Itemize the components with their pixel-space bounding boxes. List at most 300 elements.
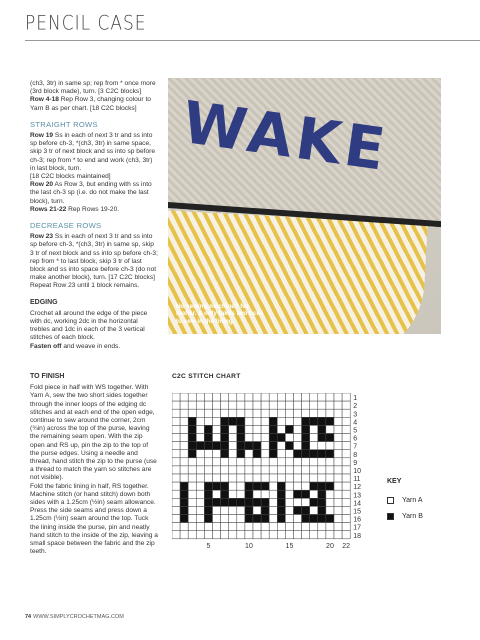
chart-cell-yarn-a	[285, 393, 293, 401]
chart-cell-yarn-a	[261, 409, 269, 417]
chart-cell-yarn-a	[245, 531, 253, 539]
chart-cell-yarn-a	[294, 466, 302, 474]
chart-cell-yarn-a	[213, 434, 221, 442]
chart-cell-yarn-a	[245, 417, 253, 425]
chart-cell-yarn-a	[229, 490, 237, 498]
chart-cell-yarn-b	[294, 506, 302, 514]
chart-cell-yarn-a	[285, 498, 293, 506]
chart-cell-yarn-a	[269, 531, 277, 539]
chart-cell-yarn-a	[326, 498, 334, 506]
chart-cell-yarn-a	[229, 466, 237, 474]
chart-cell-yarn-a	[310, 401, 318, 409]
chart-cell-yarn-a	[172, 450, 180, 458]
chart-cell-yarn-b	[277, 434, 285, 442]
column-label: 15	[285, 542, 294, 550]
row-label: 12	[353, 484, 361, 492]
fasten-off: Fasten off and weave in ends.	[30, 342, 121, 350]
chart-cell-yarn-a	[180, 458, 188, 466]
column-label: 5	[206, 542, 211, 550]
row-label: 11	[353, 476, 361, 484]
chart-cell-yarn-a	[180, 442, 188, 450]
chart-cell-yarn-b	[204, 515, 212, 523]
chart-cell-yarn-a	[277, 425, 285, 433]
row-label: 16	[353, 516, 361, 524]
chart-cell-yarn-b	[253, 515, 261, 523]
chart-cell-yarn-a	[285, 523, 293, 531]
chart-cell-yarn-a	[334, 442, 342, 450]
row-4-18: Row 4-18 Rep Row 3, changing colour to Yarn B as per chart. [18 C2C blocks]	[30, 96, 151, 112]
page-header	[0, 0, 480, 50]
chart-cell-yarn-a	[285, 401, 293, 409]
row-label: 14	[353, 500, 361, 508]
chart-cell-yarn-a	[294, 393, 302, 401]
chart-cell-yarn-a	[245, 434, 253, 442]
chart-cell-yarn-a	[253, 409, 261, 417]
row-label: 3	[353, 411, 358, 419]
chart-cell-yarn-b	[326, 515, 334, 523]
chart-cell-yarn-a	[294, 442, 302, 450]
chart-cell-yarn-a	[245, 523, 253, 531]
chart-cell-yarn-a	[294, 482, 302, 490]
chart-cell-yarn-a	[277, 466, 285, 474]
finish-text: Fold piece in half with WS together. With Yarn A, sew the two short sides together through the inner loops of the edging dc stitches and at each end of the open edge, continue to sew around the corner, 2cm (¾in) across the top of the purse, leaving the remaining seam open. With the zip open and RS up, pin the zip to the top of the purse edges. Using a needle and thread, hand stitch the zip to the purse (use a thread to match the yarn so stitches are not visible).	[30, 384, 157, 482]
chart-cell-yarn-a	[334, 482, 342, 490]
chart-cell-yarn-a	[229, 450, 237, 458]
chart-cell-yarn-b	[285, 442, 293, 450]
chart-cell-yarn-a	[245, 450, 253, 458]
chart-cell-yarn-a	[172, 490, 180, 498]
chart-cell-yarn-a	[253, 506, 261, 514]
chart-cell-yarn-a	[221, 515, 229, 523]
chart-cell-yarn-a	[253, 490, 261, 498]
chart-cell-yarn-a	[261, 434, 269, 442]
chart-cell-yarn-a	[310, 434, 318, 442]
chart-cell-yarn-a	[326, 393, 334, 401]
chart-cell-yarn-a	[310, 490, 318, 498]
chart-cell-yarn-a	[302, 482, 310, 490]
chart-cell-yarn-a	[237, 474, 245, 482]
chart-cell-yarn-a	[334, 523, 342, 531]
chart-cell-yarn-b	[221, 417, 229, 425]
row-label: 18	[353, 532, 361, 540]
chart-cell-yarn-a	[180, 417, 188, 425]
chart-cell-yarn-a	[302, 466, 310, 474]
chart-cell-yarn-b	[261, 482, 269, 490]
chart-cell-yarn-a	[269, 458, 277, 466]
chart-cell-yarn-b	[237, 442, 245, 450]
chart-cell-yarn-a	[237, 506, 245, 514]
chart-cell-yarn-a	[326, 506, 334, 514]
chart-cell-yarn-a	[172, 409, 180, 417]
chart-cell-yarn-a	[172, 425, 180, 433]
yarn-a-swatch	[387, 497, 394, 504]
chart-cell-yarn-a	[277, 531, 285, 539]
chart-cell-yarn-b	[269, 425, 277, 433]
chart-cell-yarn-a	[180, 531, 188, 539]
chart-cell-yarn-b	[204, 442, 212, 450]
chart-cell-yarn-a	[229, 458, 237, 466]
chart-cell-yarn-a	[294, 531, 302, 539]
chart-cell-yarn-a	[196, 515, 204, 523]
chart-cell-yarn-a	[302, 498, 310, 506]
chart-cell-yarn-a	[196, 393, 204, 401]
row-label: 8	[353, 451, 358, 459]
chart-cell-yarn-a	[253, 474, 261, 482]
chart-cell-yarn-b	[245, 482, 253, 490]
chart-cell-yarn-a	[237, 490, 245, 498]
chart-cell-yarn-b	[302, 442, 310, 450]
chart-cell-yarn-a	[204, 523, 212, 531]
chart-cell-yarn-b	[269, 450, 277, 458]
chart-cell-yarn-a	[196, 474, 204, 482]
instructions-column-lower	[30, 373, 158, 556]
chart-cell-yarn-a	[285, 474, 293, 482]
chart-cell-yarn-a	[326, 466, 334, 474]
instructions-column-upper	[30, 80, 158, 351]
chart-cell-yarn-a	[213, 458, 221, 466]
chart-cell-yarn-a	[277, 442, 285, 450]
chart-cell-yarn-a	[269, 409, 277, 417]
chart-cell-yarn-a	[196, 401, 204, 409]
chart-cell-yarn-b	[310, 515, 318, 523]
chart-cell-yarn-a	[261, 466, 269, 474]
chart-cell-yarn-a	[269, 490, 277, 498]
chart-cell-yarn-b	[245, 515, 253, 523]
chart-cell-yarn-b	[261, 506, 269, 514]
chart-cell-yarn-b	[204, 434, 212, 442]
chart-cell-yarn-a	[188, 531, 196, 539]
chart-cell-yarn-a	[294, 474, 302, 482]
chart-cell-yarn-b	[180, 498, 188, 506]
chart-cell-yarn-a	[294, 515, 302, 523]
chart-cell-yarn-a	[253, 401, 261, 409]
row-label: 13	[353, 492, 361, 500]
chart-cell-yarn-a	[172, 434, 180, 442]
chart-cell-yarn-b	[269, 434, 277, 442]
chart-cell-yarn-a	[261, 490, 269, 498]
chart-cell-yarn-b	[188, 434, 196, 442]
key-item-yarn-b	[387, 513, 423, 520]
chart-cell-yarn-b	[245, 442, 253, 450]
chart-cell-yarn-a	[334, 498, 342, 506]
chart-title: C2C STITCH CHART	[172, 373, 241, 380]
chart-cell-yarn-a	[285, 458, 293, 466]
chart-cell-yarn-b	[310, 450, 318, 458]
chart-cell-yarn-a	[221, 506, 229, 514]
chart-cell-yarn-a	[172, 401, 180, 409]
chart-cell-yarn-a	[294, 434, 302, 442]
chart-cell-yarn-b	[204, 506, 212, 514]
chart-cell-yarn-a	[213, 450, 221, 458]
column-label: 22	[342, 542, 351, 550]
chart-cell-yarn-a	[188, 498, 196, 506]
chart-cell-yarn-a	[310, 523, 318, 531]
chart-cell-yarn-a	[342, 401, 350, 409]
chart-cell-yarn-a	[310, 425, 318, 433]
chart-cell-yarn-b	[188, 450, 196, 458]
column-label: 20	[326, 542, 334, 550]
chart-cell-yarn-a	[285, 417, 293, 425]
chart-cell-yarn-a	[342, 498, 350, 506]
chart-cell-yarn-a	[269, 515, 277, 523]
chart-cell-yarn-a	[172, 498, 180, 506]
chart-cell-yarn-a	[196, 434, 204, 442]
chart-cell-yarn-b	[221, 425, 229, 433]
chart-cell-yarn-a	[253, 393, 261, 401]
chart-cell-yarn-a	[204, 417, 212, 425]
chart-cell-yarn-a	[188, 490, 196, 498]
chart-cell-yarn-a	[253, 523, 261, 531]
chart-cell-yarn-a	[172, 515, 180, 523]
chart-cell-yarn-a	[204, 458, 212, 466]
chart-cell-yarn-a	[172, 417, 180, 425]
row-label: 10	[353, 468, 361, 475]
chart-cell-yarn-a	[261, 531, 269, 539]
header-rule	[25, 40, 480, 41]
row-label: 2	[353, 403, 358, 411]
chart-cell-yarn-b	[196, 442, 204, 450]
chart-cell-yarn-a	[285, 482, 293, 490]
chart-cell-yarn-a	[326, 442, 334, 450]
chart-cell-yarn-b	[302, 490, 310, 498]
chart-cell-yarn-a	[269, 401, 277, 409]
chart-cell-yarn-a	[196, 498, 204, 506]
chart-cell-yarn-a	[302, 474, 310, 482]
chart-cell-yarn-a	[294, 523, 302, 531]
chart-cell-yarn-b	[302, 506, 310, 514]
chart-cell-yarn-a	[261, 474, 269, 482]
chart-cell-yarn-a	[180, 450, 188, 458]
chart-cell-yarn-a	[221, 401, 229, 409]
yarn-b-swatch	[387, 513, 394, 520]
chart-cell-yarn-a	[196, 417, 204, 425]
chart-cell-yarn-a	[229, 393, 237, 401]
chart-cell-yarn-a	[237, 458, 245, 466]
chart-cell-yarn-a	[229, 531, 237, 539]
chart-cell-yarn-b	[213, 442, 221, 450]
website-url: WWW.SIMPLYCROCHETMAG.COM	[33, 614, 124, 620]
chart-cell-yarn-a	[334, 409, 342, 417]
chart-cell-yarn-a	[302, 401, 310, 409]
chart-cell-yarn-a	[318, 409, 326, 417]
chart-cell-yarn-a	[310, 442, 318, 450]
chart-cell-yarn-a	[342, 474, 350, 482]
chart-cell-yarn-b	[294, 450, 302, 458]
chart-cell-yarn-a	[245, 401, 253, 409]
chart-cell-yarn-b	[237, 450, 245, 458]
chart-cell-yarn-a	[326, 531, 334, 539]
chart-cell-yarn-a	[285, 515, 293, 523]
crochet-letters: WAKE	[178, 88, 393, 185]
chart-cell-yarn-b	[318, 498, 326, 506]
row-label: 9	[353, 459, 358, 467]
chart-cell-yarn-b	[277, 490, 285, 498]
chart-cell-yarn-b	[302, 425, 310, 433]
yarn-a-label: Yarn A	[402, 497, 423, 504]
chart-cell-yarn-b	[221, 434, 229, 442]
chart-cell-yarn-a	[229, 425, 237, 433]
chart-cell-yarn-b	[277, 506, 285, 514]
chart-cell-yarn-b	[180, 482, 188, 490]
chart-cell-yarn-a	[318, 523, 326, 531]
chart-cell-yarn-a	[342, 434, 350, 442]
chart-cell-yarn-a	[334, 425, 342, 433]
chart-cell-yarn-a	[213, 506, 221, 514]
row-23: Row 23 Ss in each of next 3 tr and ss into sp before ch-3, *(ch3, 3tr) in same sp, skip 3 tr of next block and ss into sp before ch-3; rep from * to last block, skip 3 tr of last block and ss into space before ch-3 (do not make another block), turn. [17 C2C blocks] Repeat Row 23 until 1 block remains.	[30, 233, 158, 290]
chart-cell-yarn-a	[261, 425, 269, 433]
chart-cell-yarn-a	[261, 442, 269, 450]
chart-cell-yarn-a	[196, 482, 204, 490]
chart-cell-yarn-a	[237, 409, 245, 417]
row-label: 4	[353, 419, 358, 427]
chart-cell-yarn-a	[213, 474, 221, 482]
chart-cell-yarn-a	[269, 498, 277, 506]
chart-cell-yarn-a	[204, 401, 212, 409]
chart-cell-yarn-a	[334, 531, 342, 539]
chart-cell-yarn-a	[310, 531, 318, 539]
row-label: 7	[353, 443, 358, 451]
chart-cell-yarn-a	[285, 490, 293, 498]
chart-cell-yarn-a	[213, 409, 221, 417]
chart-cell-yarn-b	[180, 490, 188, 498]
chart-cell-yarn-b	[245, 490, 253, 498]
chart-cell-yarn-a	[237, 482, 245, 490]
chart-cell-yarn-a	[229, 515, 237, 523]
chart-cell-yarn-a	[310, 466, 318, 474]
chart-cell-yarn-a	[269, 466, 277, 474]
chart-cell-yarn-a	[237, 466, 245, 474]
chart-cell-yarn-a	[261, 401, 269, 409]
chart-cell-yarn-a	[188, 458, 196, 466]
chart-cell-yarn-b	[277, 515, 285, 523]
chart-cell-yarn-b	[221, 498, 229, 506]
chart-cell-yarn-a	[269, 506, 277, 514]
chart-cell-yarn-a	[245, 466, 253, 474]
chart-cell-yarn-b	[237, 425, 245, 433]
chart-cell-yarn-b	[213, 498, 221, 506]
chart-cell-yarn-b	[245, 506, 253, 514]
chart-cell-yarn-b	[204, 482, 212, 490]
row-label: 15	[353, 508, 361, 516]
chart-cell-yarn-a	[318, 458, 326, 466]
chart-cell-yarn-a	[342, 523, 350, 531]
chart-cell-yarn-a	[180, 409, 188, 417]
chart-cell-yarn-b	[318, 417, 326, 425]
chart-cell-yarn-a	[342, 409, 350, 417]
page-number: 74	[25, 614, 32, 620]
row-label: 1	[353, 395, 358, 403]
chart-cell-yarn-a	[277, 409, 285, 417]
chart-cell-yarn-a	[237, 515, 245, 523]
chart-cell-yarn-a	[342, 450, 350, 458]
chart-cell-yarn-a	[172, 474, 180, 482]
chart-cell-yarn-b	[302, 417, 310, 425]
key-title: KEY	[387, 478, 402, 485]
chart-cell-yarn-a	[285, 466, 293, 474]
chart-cell-yarn-b	[277, 498, 285, 506]
chart-cell-yarn-a	[196, 409, 204, 417]
chart-cell-yarn-a	[188, 506, 196, 514]
chart-cell-yarn-a	[342, 466, 350, 474]
chart-cell-yarn-a	[180, 434, 188, 442]
chart-cell-yarn-a	[285, 506, 293, 514]
chart-cell-yarn-a	[180, 393, 188, 401]
chart-cell-yarn-a	[294, 417, 302, 425]
chart-cell-yarn-a	[310, 409, 318, 417]
chart-cell-yarn-a	[172, 523, 180, 531]
chart-cell-yarn-a	[342, 531, 350, 539]
chart-cell-yarn-a	[285, 434, 293, 442]
chart-cell-yarn-a	[221, 458, 229, 466]
chart-cell-yarn-a	[221, 409, 229, 417]
chart-cell-yarn-a	[213, 490, 221, 498]
chart-cell-yarn-a	[294, 409, 302, 417]
chart-cell-yarn-a	[310, 393, 318, 401]
chart-cell-yarn-a	[261, 523, 269, 531]
chart-cell-yarn-a	[213, 523, 221, 531]
chart-cell-yarn-a	[229, 482, 237, 490]
chart-cell-yarn-a	[237, 523, 245, 531]
chart-cell-yarn-a	[172, 458, 180, 466]
chart-cell-yarn-a	[172, 482, 180, 490]
chart-cell-yarn-a	[342, 490, 350, 498]
chart-cell-yarn-a	[213, 466, 221, 474]
chart-cell-yarn-b	[245, 498, 253, 506]
chart-cell-yarn-a	[342, 425, 350, 433]
chart-cell-yarn-a	[188, 466, 196, 474]
page-section-title: PENCIL CASE	[25, 12, 147, 35]
chart-cell-yarn-b	[204, 425, 212, 433]
chart-cell-yarn-b	[180, 515, 188, 523]
chart-cell-yarn-a	[334, 506, 342, 514]
chart-cell-yarn-a	[188, 515, 196, 523]
chart-cell-yarn-a	[334, 450, 342, 458]
chart-cell-yarn-a	[318, 442, 326, 450]
chart-cell-yarn-b	[237, 498, 245, 506]
chart-cell-yarn-b	[302, 450, 310, 458]
chart-cell-yarn-a	[342, 458, 350, 466]
chart-cell-yarn-a	[342, 442, 350, 450]
chart-cell-yarn-a	[294, 425, 302, 433]
chart-cell-yarn-a	[253, 466, 261, 474]
chart-cell-yarn-a	[334, 490, 342, 498]
chart-cell-yarn-b	[269, 442, 277, 450]
chart-cell-yarn-b	[318, 482, 326, 490]
chart-cell-yarn-a	[196, 523, 204, 531]
chart-cell-yarn-a	[221, 523, 229, 531]
row-20: Row 20 As Row 3, but ending with ss into the last ch-3 sp (i.e. do not make the last block), turn.	[30, 181, 152, 205]
chart-cell-yarn-a	[253, 434, 261, 442]
chart-cell-yarn-a	[277, 474, 285, 482]
chart-cell-yarn-a	[302, 393, 310, 401]
chart-cell-yarn-b	[221, 442, 229, 450]
chart-cell-yarn-a	[334, 401, 342, 409]
chart-cell-yarn-a	[188, 523, 196, 531]
chart-cell-yarn-b	[326, 450, 334, 458]
chart-cell-yarn-b	[261, 498, 269, 506]
chart-cell-yarn-a	[245, 458, 253, 466]
chart-cell-yarn-a	[188, 474, 196, 482]
chart-cell-yarn-a	[310, 474, 318, 482]
chart-cell-yarn-b	[204, 490, 212, 498]
chart-cell-yarn-b	[269, 417, 277, 425]
chart-cell-yarn-a	[221, 393, 229, 401]
chart-cell-yarn-b	[221, 490, 229, 498]
chart-cell-yarn-a	[277, 450, 285, 458]
chart-cell-yarn-a	[318, 393, 326, 401]
chart-cell-yarn-b	[310, 417, 318, 425]
chart-cell-yarn-a	[229, 401, 237, 409]
